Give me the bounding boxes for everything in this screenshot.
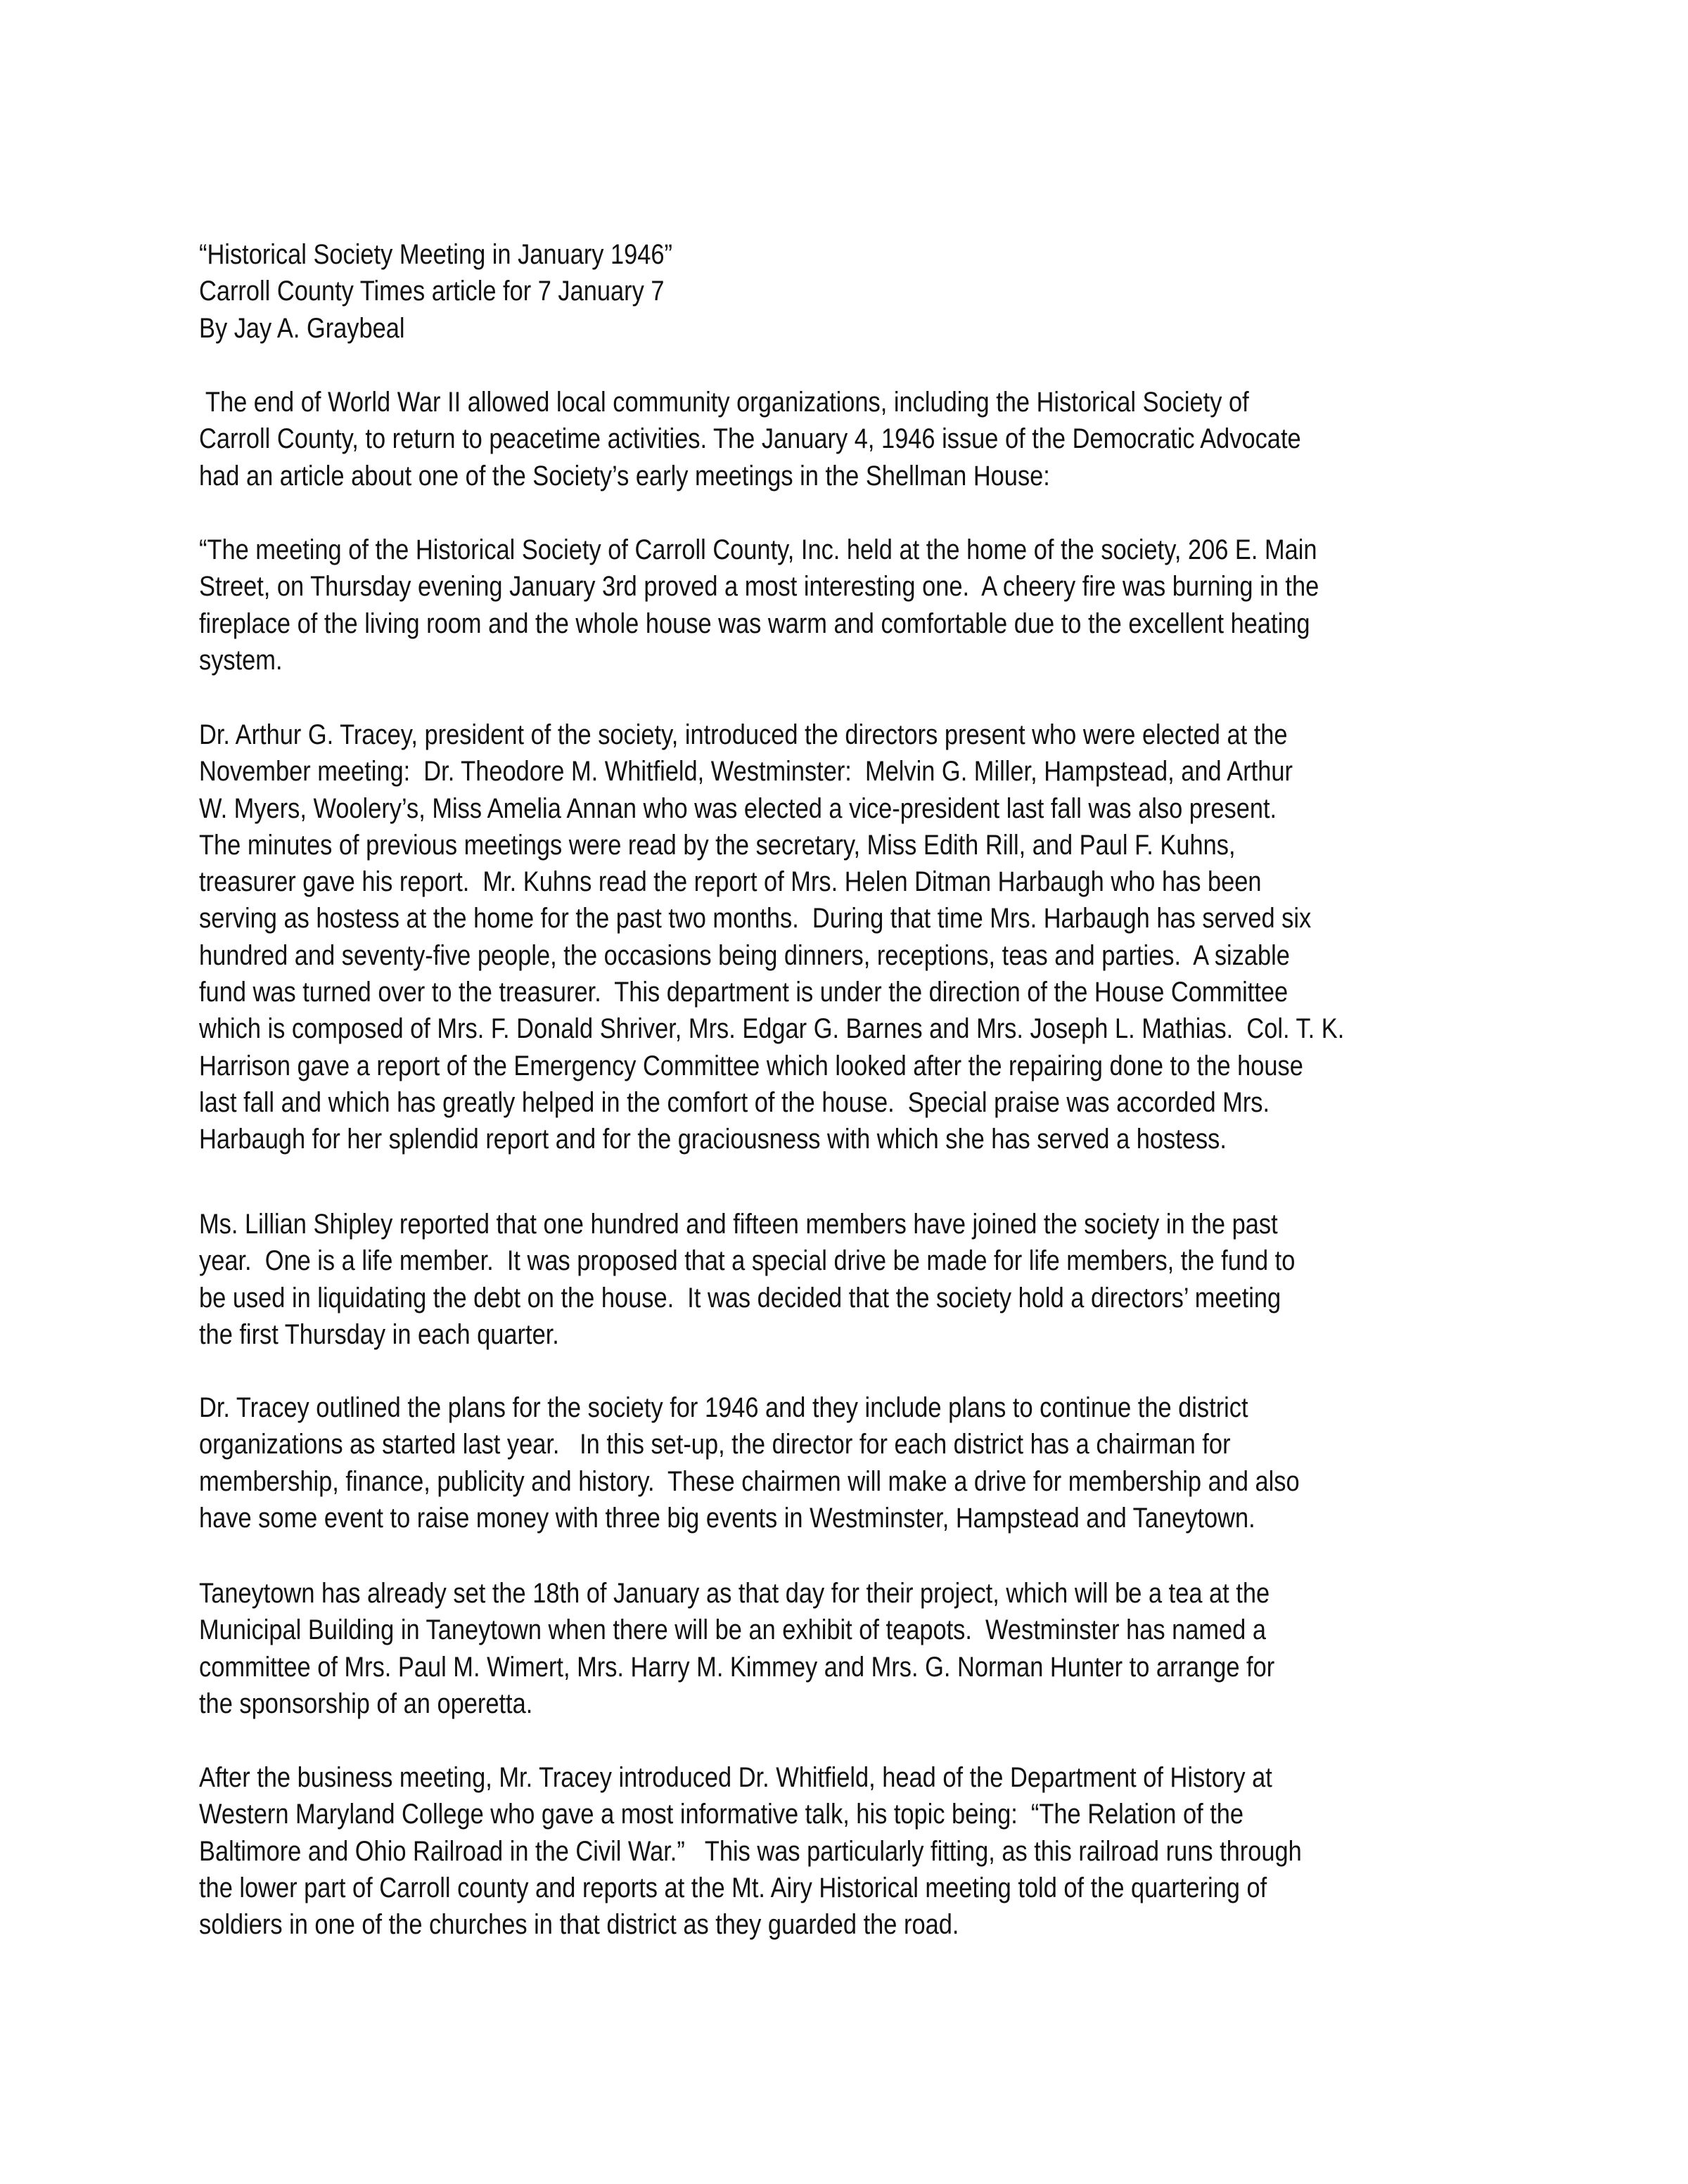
paragraph-line: Carroll County, to return to peacetime activities. The January 4, 1946 issue of the Democratic Advocate xyxy=(199,423,1301,455)
lecture-paragraph xyxy=(199,1759,1535,1943)
paragraph-line: “The meeting of the Historical Society of Carroll County, Inc. held at the home of the society, 206 E. Main xyxy=(199,534,1317,565)
paragraph-line: the first Thursday in each quarter. xyxy=(199,1318,559,1350)
paragraph-line: committee of Mrs. Paul M. Wimert, Mrs. Harry M. Kimmey and Mrs. G. Norman Hunter to arrange for xyxy=(199,1651,1275,1683)
quote-opening-paragraph xyxy=(199,532,1535,679)
paragraph-line: membership, finance, publicity and history. These chairmen will make a drive for membership and also xyxy=(199,1465,1300,1497)
paragraph-line: Street, on Thursday evening January 3rd proved a most interesting one. A cheery fire was burning in the xyxy=(199,571,1319,603)
paragraph-line: After the business meeting, Mr. Tracey introduced Dr. Whitfield, head of the Department of History at xyxy=(199,1762,1272,1793)
paragraph-line: treasurer gave his report. Mr. Kuhns read the report of Mrs. Helen Ditman Harbaugh who has been xyxy=(199,866,1262,898)
paragraph-line: system. xyxy=(199,644,283,676)
paragraph-line: Dr. Arthur G. Tracey, president of the society, introduced the directors present who were elected at the xyxy=(199,719,1288,750)
paragraph-line: The end of World War II allowed local community organizations, including the Historical Society of xyxy=(199,387,1249,418)
paragraph-line: Harrison gave a report of the Emergency Committee which looked after the repairing done to the house xyxy=(199,1050,1303,1081)
paragraph-line: be used in liquidating the debt on the house. It was decided that the society hold a directors’ meeting xyxy=(199,1282,1281,1313)
plans-paragraph xyxy=(199,1389,1535,1536)
paragraph-line: year. One is a life member. It was proposed that a special drive be made for life members, the fund to xyxy=(199,1245,1296,1277)
paragraph-line: hundred and seventy-five people, the occasions being dinners, receptions, teas and parties. A sizable xyxy=(199,939,1290,971)
paragraph-line: Ms. Lillian Shipley reported that one hundred and fifteen members have joined the society in the past xyxy=(199,1209,1278,1240)
paragraph-line: November meeting: Dr. Theodore M. Whitfield, Westminster: Melvin G. Miller, Hampstead, and Arthur xyxy=(199,756,1293,788)
intro-paragraph xyxy=(199,384,1535,494)
paragraph-line: the lower part of Carroll county and reports at the Mt. Airy Historical meeting told of the quartering of xyxy=(199,1872,1267,1903)
paragraph-line: Taneytown has already set the 18th of January as that day for their project, which will be a tea at the xyxy=(199,1578,1270,1609)
article-title: “Historical Society Meeting in January 1946” xyxy=(199,239,673,270)
paragraph-line: serving as hostess at the home for the past two months. During that time Mrs. Harbaugh has served six xyxy=(199,903,1312,934)
paragraph-line: Western Maryland College who gave a most informative talk, his topic being: “The Relation of the xyxy=(199,1799,1244,1830)
paragraph-line: organizations as started last year. In this set-up, the director for each district has a chairman for xyxy=(199,1429,1231,1460)
membership-paragraph xyxy=(199,1206,1535,1353)
paragraph-line: Dr. Tracey outlined the plans for the society for 1946 and they include plans to continue the district xyxy=(199,1392,1248,1423)
paragraph-line: Harbaugh for her splendid report and for the graciousness with which she has served a hostess. xyxy=(199,1124,1227,1155)
paragraph-line: soldiers in one of the churches in that district as they guarded the road. xyxy=(199,1909,959,1941)
paragraph-line: have some event to raise money with three big events in Westminster, Hampstead and Taneytown. xyxy=(199,1502,1255,1534)
paragraph-line: W. Myers, Woolery’s, Miss Amelia Annan who was elected a vice-president last fall was also present. xyxy=(199,792,1277,824)
taneytown-paragraph xyxy=(199,1575,1535,1722)
paragraph-line: Baltimore and Ohio Railroad in the Civil War.” This was particularly fitting, as this railroad runs through xyxy=(199,1835,1302,1867)
paragraph-line: fireplace of the living room and the whole house was warm and comfortable due to the excellent heating xyxy=(199,608,1310,639)
paragraph-line: last fall and which has greatly helped in the comfort of the house. Special praise was accorded Mrs. xyxy=(199,1086,1270,1118)
paragraph-line: which is composed of Mrs. F. Donald Shriver, Mrs. Edgar G. Barnes and Mrs. Joseph L. Mathias. Col. T. K. xyxy=(199,1013,1345,1045)
paragraph-line: fund was turned over to the treasurer. This department is under the direction of the House Committee xyxy=(199,977,1289,1008)
paragraph-line: had an article about one of the Society’s early meetings in the Shellman House: xyxy=(199,460,1050,492)
byline: By Jay A. Graybeal xyxy=(199,312,405,344)
paragraph-line: Municipal Building in Taneytown when there will be an exhibit of teapots. Westminster has named a xyxy=(199,1614,1266,1646)
publication-line: Carroll County Times article for 7 January 7 xyxy=(199,276,665,307)
paragraph-line: The minutes of previous meetings were read by the secretary, Miss Edith Rill, and Paul F. Kuhns, xyxy=(199,829,1236,861)
paragraph-line: the sponsorship of an operetta. xyxy=(199,1688,533,1719)
directors-paragraph xyxy=(199,717,1535,1158)
article-header xyxy=(199,236,1535,347)
